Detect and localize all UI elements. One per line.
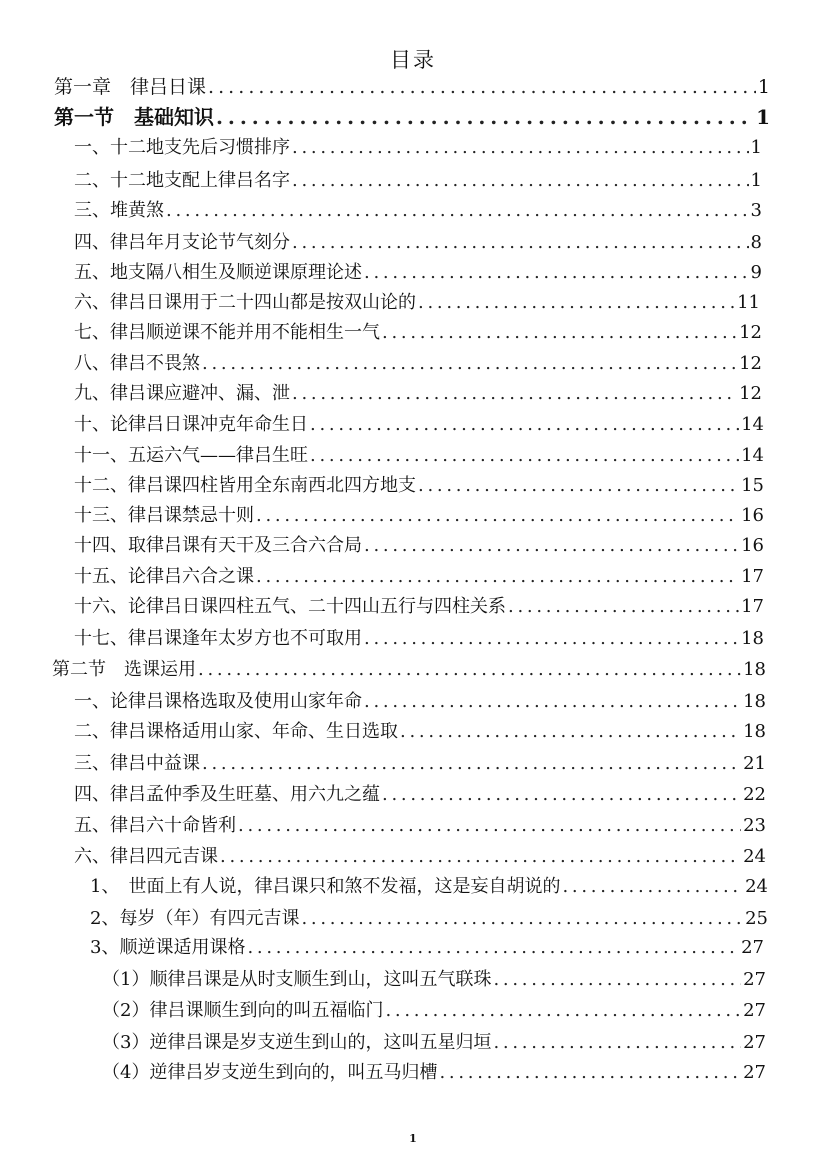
toc-entry-label: 一、十二地支先后习惯排序 bbox=[74, 137, 290, 158]
toc-entry-label: 1、 世面上有人说，律吕课只和煞不发福，这是妄自胡说的 bbox=[90, 876, 561, 897]
toc-entry-label: 十五、论律吕六合之课 bbox=[74, 566, 254, 587]
toc-entry[interactable] bbox=[102, 1028, 766, 1054]
dot-leader bbox=[364, 535, 739, 556]
toc-entry-label: 第一章 律吕日课 bbox=[54, 76, 207, 98]
toc-entry-label: 四、律吕年月支论节气刻分 bbox=[74, 232, 290, 253]
dot-leader bbox=[247, 937, 739, 958]
dot-leader bbox=[208, 76, 756, 98]
toc-entry[interactable] bbox=[74, 562, 764, 588]
toc-entry[interactable] bbox=[90, 872, 768, 898]
toc-entry[interactable] bbox=[74, 717, 766, 743]
dot-leader bbox=[166, 200, 749, 221]
dot-leader bbox=[400, 721, 741, 742]
toc-entry[interactable] bbox=[54, 72, 770, 99]
toc-entry[interactable] bbox=[74, 749, 766, 775]
toc-entry[interactable] bbox=[74, 318, 762, 344]
toc-entry[interactable] bbox=[74, 166, 762, 192]
dot-leader bbox=[292, 137, 749, 158]
toc-entry[interactable] bbox=[74, 780, 766, 806]
toc-entry-page: 1 bbox=[750, 170, 762, 191]
toc-entry-label: 五、律吕六十命皆利 bbox=[74, 815, 236, 836]
dot-leader bbox=[202, 353, 737, 374]
toc-entry-page: 23 bbox=[743, 815, 766, 836]
toc-entry[interactable] bbox=[90, 904, 768, 930]
toc-entry-label: 十一、五运六气——律吕生旺 bbox=[74, 445, 308, 466]
toc-entry-page: 27 bbox=[741, 937, 764, 958]
toc-entry-page: 3 bbox=[750, 200, 762, 221]
toc-entry-label: 一、论律吕课格选取及使用山家年命 bbox=[74, 691, 362, 712]
toc-entry-page: 27 bbox=[743, 1062, 766, 1083]
toc-entry-page: 1 bbox=[757, 76, 770, 98]
toc-entry-page: 11 bbox=[737, 292, 760, 313]
toc-entry-page: 12 bbox=[739, 353, 762, 374]
page-number: 1 bbox=[409, 1132, 417, 1145]
dot-leader bbox=[382, 784, 741, 805]
toc-entry-page: 27 bbox=[743, 1000, 766, 1021]
toc-entry[interactable] bbox=[74, 811, 766, 837]
dot-leader bbox=[310, 445, 739, 466]
toc-entry-page: 1 bbox=[750, 137, 762, 158]
toc-entry-page: 17 bbox=[741, 566, 764, 587]
toc-entry-page: 27 bbox=[743, 969, 766, 990]
toc-entry[interactable] bbox=[74, 624, 764, 650]
toc-entry-label: 十七、律吕课逢年太岁方也不可取用 bbox=[74, 628, 362, 649]
dot-leader bbox=[256, 566, 739, 587]
toc-entry-page: 16 bbox=[741, 505, 764, 526]
toc-entry[interactable] bbox=[74, 349, 762, 375]
dot-leader bbox=[256, 505, 739, 526]
toc-entry[interactable] bbox=[102, 996, 766, 1022]
toc-entry-label: 2、每岁（年）有四元吉课 bbox=[90, 908, 300, 929]
toc-entry-page: 24 bbox=[745, 876, 768, 897]
toc-entry[interactable] bbox=[74, 501, 764, 527]
toc-entry-page: 27 bbox=[743, 1032, 766, 1053]
toc-entry-label: 第一节 基础知识 bbox=[54, 105, 214, 129]
toc-entry-label: 3、顺逆课适用课格 bbox=[90, 937, 246, 958]
toc-entry[interactable] bbox=[90, 933, 764, 959]
toc-entry-label: 八、律吕不畏煞 bbox=[74, 353, 200, 374]
toc-entry[interactable] bbox=[74, 258, 762, 284]
toc-entry[interactable] bbox=[74, 687, 766, 713]
toc-entry[interactable] bbox=[74, 592, 764, 618]
toc-entry[interactable] bbox=[54, 101, 770, 130]
dot-leader bbox=[418, 475, 739, 496]
toc-entry[interactable] bbox=[74, 531, 764, 557]
toc-title: 目录 bbox=[390, 48, 436, 72]
toc-entry-label: 十六、论律吕日课四柱五气、二十四山五行与四柱关系 bbox=[74, 596, 506, 617]
dot-leader bbox=[292, 232, 749, 253]
dot-leader bbox=[562, 876, 743, 897]
toc-entry[interactable] bbox=[74, 379, 762, 405]
toc-entry-label: 五、地支隔八相生及顺逆课原理论述 bbox=[74, 262, 362, 283]
toc-entry-page: 12 bbox=[739, 383, 762, 404]
toc-entry-page: 12 bbox=[739, 322, 762, 343]
dot-leader bbox=[292, 383, 737, 404]
toc-entry-label: （3）逆律吕课是岁支逆生到山的，这叫五星归垣 bbox=[102, 1032, 492, 1053]
toc-entry-label: （1）顺律吕课是从时支顺生到山，这叫五气联珠 bbox=[102, 969, 492, 990]
toc-entry[interactable] bbox=[74, 441, 764, 467]
toc-entry-page: 22 bbox=[743, 784, 766, 805]
dot-leader bbox=[508, 596, 739, 617]
toc-entry[interactable] bbox=[74, 471, 764, 497]
toc-entry-label: 六、律吕四元吉课 bbox=[74, 846, 218, 867]
dot-leader bbox=[493, 969, 741, 990]
toc-entry-label: 第二节 选课运用 bbox=[52, 659, 196, 680]
dot-leader bbox=[310, 414, 739, 435]
dot-leader bbox=[364, 262, 749, 283]
dot-leader bbox=[364, 691, 741, 712]
toc-entry-page: 8 bbox=[750, 232, 762, 253]
toc-entry-page: 1 bbox=[756, 105, 770, 129]
toc-entry-label: 二、律吕课格适用山家、年命、生日选取 bbox=[74, 721, 398, 742]
toc-entry-page: 14 bbox=[741, 445, 764, 466]
toc-entry[interactable] bbox=[74, 288, 760, 314]
toc-entry-page: 15 bbox=[741, 475, 764, 496]
toc-entry-label: 二、十二地支配上律吕名字 bbox=[74, 170, 290, 191]
dot-leader bbox=[301, 908, 743, 929]
toc-entry-label: 十、论律吕日课冲克年命生日 bbox=[74, 414, 308, 435]
toc-entry-page: 18 bbox=[743, 659, 766, 680]
toc-entry-label: （4）逆律吕岁支逆生到向的，叫五马归槽 bbox=[102, 1062, 438, 1083]
toc-entry[interactable] bbox=[74, 196, 762, 222]
toc-entry-page: 18 bbox=[743, 721, 766, 742]
toc-entry[interactable] bbox=[52, 655, 766, 681]
toc-entry-page: 14 bbox=[741, 414, 764, 435]
dot-leader bbox=[418, 292, 735, 313]
toc-entry[interactable] bbox=[74, 228, 762, 254]
toc-entry-label: 六、律吕日课用于二十四山都是按双山论的 bbox=[74, 292, 416, 313]
toc-entry[interactable] bbox=[102, 965, 766, 991]
toc-entry-page: 9 bbox=[750, 262, 762, 283]
dot-leader bbox=[364, 628, 739, 649]
toc-entry-label: 十三、律吕课禁忌十则 bbox=[74, 505, 254, 526]
toc-entry-page: 24 bbox=[743, 846, 766, 867]
toc-entry-page: 16 bbox=[741, 535, 764, 556]
toc-entry-label: 十四、取律吕课有天干及三合六合局 bbox=[74, 535, 362, 556]
dot-leader bbox=[216, 105, 754, 129]
toc-entry[interactable] bbox=[102, 1058, 766, 1084]
toc-entry-label: （2）律吕课顺生到向的叫五福临门 bbox=[102, 1000, 384, 1021]
dot-leader bbox=[385, 1000, 741, 1021]
toc-entry-label: 七、律吕顺逆课不能并用不能相生一气 bbox=[74, 322, 380, 343]
dot-leader bbox=[439, 1062, 741, 1083]
toc-entry-label: 四、律吕孟仲季及生旺墓、用六九之蕴 bbox=[74, 784, 380, 805]
dot-leader bbox=[220, 846, 741, 867]
dot-leader bbox=[292, 170, 749, 191]
toc-entry-page: 21 bbox=[743, 753, 766, 774]
dot-leader bbox=[238, 815, 741, 836]
toc-entry[interactable] bbox=[74, 133, 762, 159]
toc-entry-label: 九、律吕课应避冲、漏、泄 bbox=[74, 383, 290, 404]
toc-entry-page: 25 bbox=[745, 908, 768, 929]
toc-entry-label: 三、律吕中益课 bbox=[74, 753, 200, 774]
toc-entry[interactable] bbox=[74, 410, 764, 436]
toc-entry[interactable] bbox=[74, 842, 766, 868]
toc-entry-label: 十二、律吕课四柱皆用全东南西北四方地支 bbox=[74, 475, 416, 496]
toc-entry-page: 17 bbox=[741, 596, 764, 617]
toc-entry-page: 18 bbox=[743, 691, 766, 712]
dot-leader bbox=[382, 322, 737, 343]
dot-leader bbox=[493, 1032, 741, 1053]
toc-entry-label: 三、堆黄煞 bbox=[74, 200, 164, 221]
dot-leader bbox=[202, 753, 741, 774]
toc-entry-page: 18 bbox=[741, 628, 764, 649]
dot-leader bbox=[198, 659, 741, 680]
